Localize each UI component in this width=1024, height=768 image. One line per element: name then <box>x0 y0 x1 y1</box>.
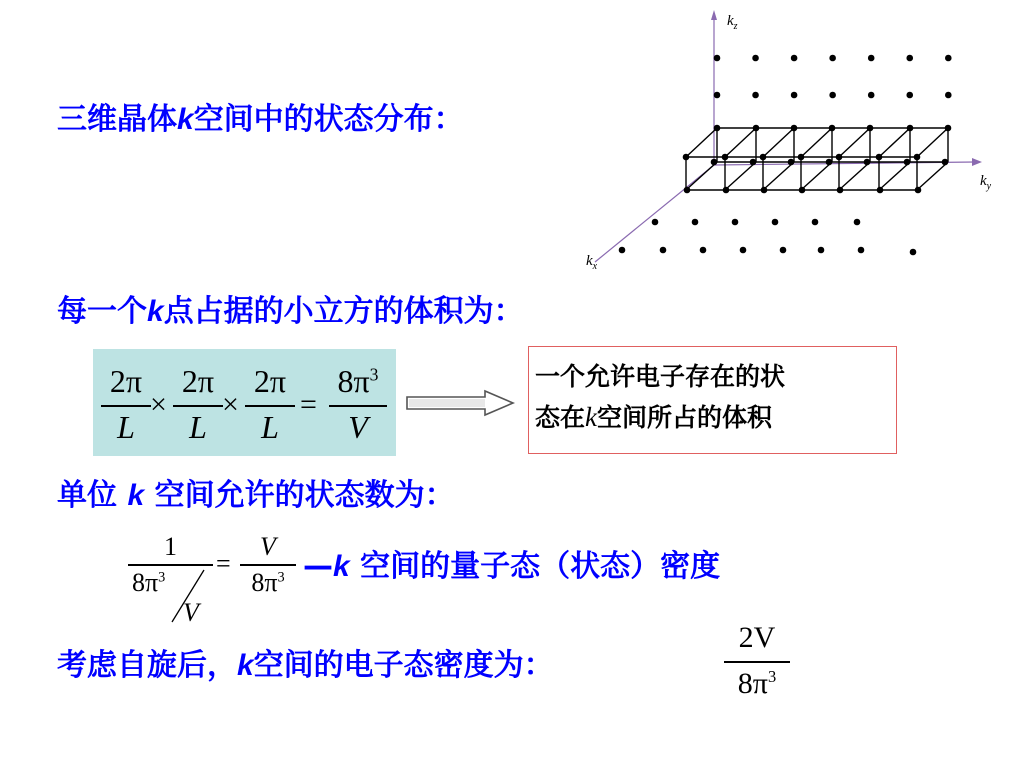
lattice-point <box>692 219 699 226</box>
note-box <box>528 346 897 454</box>
cube-edge <box>763 162 794 190</box>
denominator: L <box>117 409 135 445</box>
lattice-point <box>906 55 913 62</box>
lattice-points <box>619 55 952 256</box>
numerator: 2π <box>181 363 215 399</box>
cube-edge <box>917 162 948 190</box>
density-k: k <box>333 550 350 583</box>
lattice-point <box>877 187 884 194</box>
fraction-bar <box>173 405 223 407</box>
lattice-point <box>837 187 844 194</box>
denominator: $8\pi^3$ <box>737 667 777 700</box>
cube-edge <box>686 162 717 190</box>
count-k: k <box>127 479 145 512</box>
cube-edge <box>801 128 832 157</box>
spin-text: 考虑自旋后， <box>57 648 237 683</box>
equals-sign: = <box>216 549 231 578</box>
fraction-1-over-8pi3-over-V <box>128 528 213 628</box>
cube-edge <box>839 128 870 157</box>
fraction-bar <box>329 405 387 407</box>
lattice-point <box>791 55 798 62</box>
kspace-lattice-diagram <box>570 0 1010 280</box>
spin-text-2: 空间的电子态密度为： <box>253 648 554 683</box>
cube-edge <box>725 128 756 157</box>
denominator: L <box>189 409 207 445</box>
lattice-point <box>829 55 836 62</box>
times-sign: × <box>150 388 167 421</box>
numerator: 2π <box>109 363 143 399</box>
lattice-point <box>868 55 875 62</box>
lattice-point <box>711 159 718 166</box>
fraction-bar <box>245 405 295 407</box>
cube-edge <box>879 128 910 157</box>
fraction-bar <box>128 564 213 566</box>
lattice-point <box>915 187 922 194</box>
slash-numerator: $8\pi^3$ <box>132 568 166 597</box>
lattice-point <box>945 55 952 62</box>
dash: — <box>303 549 333 584</box>
note-line-1: 一个允许电子存在的状 <box>535 362 786 391</box>
fraction-2pi-over-L-2 <box>173 359 223 449</box>
kz-arrowhead <box>711 10 717 20</box>
cube-edge <box>763 128 794 157</box>
fraction-bar <box>240 564 296 566</box>
volume-text-2: 点占据的小立方的体积为： <box>163 294 524 329</box>
cube-edge <box>801 162 832 190</box>
kx-axis <box>595 165 714 262</box>
cube-edge <box>879 162 910 190</box>
ky-arrowhead <box>972 158 982 166</box>
lattice-point <box>753 125 760 132</box>
lattice-point <box>714 92 721 99</box>
lattice-point <box>761 187 768 194</box>
lattice-point <box>780 247 787 254</box>
lattice-point <box>700 247 707 254</box>
fraction-bar <box>724 661 790 663</box>
times-sign-2: × <box>222 388 239 421</box>
lattice-point <box>722 154 729 161</box>
volume-k: k <box>147 295 164 328</box>
lattice-point <box>910 249 917 256</box>
fraction-8pi3-over-V <box>329 359 387 449</box>
density-text: 空间的量子态（状态）密度 <box>349 549 721 584</box>
heading-k: k <box>177 103 194 136</box>
count-text-2: 空间允许的状态数为： <box>144 478 455 513</box>
lattice-point <box>683 154 690 161</box>
lattice-point <box>867 125 874 132</box>
lattice-point <box>791 92 798 99</box>
lattice-point <box>854 219 861 226</box>
heading-text-2: 空间中的状态分布： <box>193 102 464 137</box>
numerator: $8\pi^3$ <box>337 363 379 399</box>
lattice-point <box>714 55 721 62</box>
lattice-point <box>876 154 883 161</box>
cube-edge <box>725 162 756 190</box>
heading-kspace-distribution <box>57 102 464 137</box>
numerator: 2V <box>738 621 776 654</box>
numerator: 2π <box>253 363 287 399</box>
heading-cube-volume <box>57 294 524 329</box>
kx-label: $k_x$ <box>586 253 598 272</box>
denominator: L <box>261 409 279 445</box>
fraction-V-over-8pi3 <box>240 528 296 608</box>
lattice-point <box>858 247 865 254</box>
density-label <box>303 549 721 584</box>
slash-denominator: V <box>183 598 199 627</box>
fraction-2pi-over-L-3 <box>245 359 295 449</box>
lattice-point <box>732 219 739 226</box>
lattice-point <box>723 187 730 194</box>
cube-edge <box>839 162 870 190</box>
numerator: 1 <box>164 532 177 561</box>
ky-label: $k_y$ <box>980 173 992 192</box>
lattice-point <box>714 125 721 132</box>
lattice-point <box>752 92 759 99</box>
lattice-point <box>836 154 843 161</box>
fraction-2pi-over-L <box>101 359 151 449</box>
lattice-point <box>772 219 779 226</box>
lattice-point <box>760 154 767 161</box>
equals-sign: = <box>300 388 317 421</box>
lattice-point <box>752 55 759 62</box>
lattice-point <box>868 92 875 99</box>
lattice-point <box>864 159 871 166</box>
cube-edge <box>917 128 948 157</box>
heading-spin-density <box>57 648 554 683</box>
lattice-point <box>791 125 798 132</box>
heading-state-count <box>57 478 455 513</box>
kz-label: $k_z$ <box>727 13 738 32</box>
lattice-point <box>906 92 913 99</box>
lattice-point <box>914 154 921 161</box>
lattice-point <box>619 247 626 254</box>
note-line-2: 态在k空间所占的体积 <box>535 402 773 432</box>
lattice-point <box>684 187 691 194</box>
lattice-point <box>660 247 667 254</box>
fraction-bar <box>101 405 151 407</box>
lattice-point <box>826 159 833 166</box>
heading-text: 三维晶体 <box>57 102 177 137</box>
lattice-point <box>829 125 836 132</box>
volume-text: 每一个 <box>57 294 147 329</box>
electron-density-formula <box>724 617 790 712</box>
lattice-point <box>945 92 952 99</box>
count-text: 单位 <box>57 478 128 513</box>
lattice-point <box>945 125 952 132</box>
denominator: $8\pi^3$ <box>251 568 285 597</box>
lattice-point <box>799 187 806 194</box>
lattice-point <box>750 159 757 166</box>
state-density-formula <box>128 528 318 628</box>
lattice-point <box>798 154 805 161</box>
lattice-point <box>812 219 819 226</box>
lattice-point <box>740 247 747 254</box>
lattice-point <box>907 125 914 132</box>
numerator: V <box>260 532 276 561</box>
denominator: V <box>348 409 368 445</box>
lattice-point <box>652 219 659 226</box>
lattice-point <box>818 247 825 254</box>
spin-k: k <box>237 649 254 682</box>
lattice-point <box>904 159 911 166</box>
lattice-point <box>829 92 836 99</box>
cube-volume-formula <box>93 349 396 456</box>
lattice-point <box>788 159 795 166</box>
cube-edge <box>686 128 717 157</box>
right-arrow-icon <box>405 388 517 418</box>
lattice-point <box>942 159 949 166</box>
